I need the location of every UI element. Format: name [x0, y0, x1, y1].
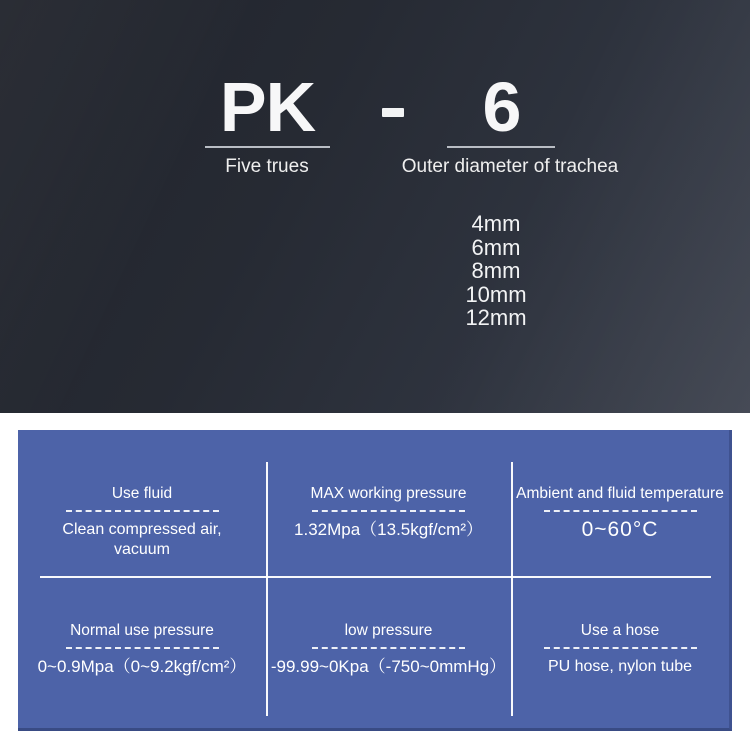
- spec-cell-hose: [511, 577, 729, 728]
- spec-value: 0~0.9Mpa（0~9.2kgf/cm²）: [37, 657, 247, 676]
- model-prefix: PK: [219, 68, 316, 146]
- spec-cell-use-fluid: [18, 430, 266, 577]
- spec-grid: [18, 430, 729, 728]
- spec-label: Use a hose: [580, 622, 660, 639]
- spec-label: MAX working pressure: [310, 485, 467, 502]
- spec-label: low pressure: [344, 622, 433, 639]
- spec-label: Normal use pressure: [70, 622, 214, 639]
- size-options-list: [420, 212, 572, 330]
- spec-value: 0~60°C: [581, 518, 659, 541]
- model-size-number: 6: [482, 68, 521, 146]
- size-caption: Outer diameter of trachea: [401, 156, 619, 177]
- size-option: 12mm: [465, 305, 527, 330]
- spec-label: Use fluid: [111, 485, 173, 502]
- size-underline: [447, 146, 555, 148]
- prefix-caption: Five trues: [225, 156, 309, 177]
- spec-cell-max-pressure: [266, 430, 511, 577]
- size-option: 4mm: [471, 211, 521, 236]
- column-divider: [266, 462, 268, 716]
- dashed-divider: [544, 510, 697, 512]
- dashed-divider: [66, 647, 219, 649]
- spec-cell-low-pressure: [266, 577, 511, 728]
- spec-label: Ambient and fluid temperature: [516, 485, 724, 502]
- size-option: 6mm: [471, 234, 521, 260]
- dashed-divider: [312, 510, 465, 512]
- spec-value: Clean compressed air, vacuum: [62, 521, 222, 558]
- spec-value: PU hose, nylon tube: [547, 658, 693, 675]
- size-option: 8mm: [471, 258, 521, 283]
- column-divider: [511, 462, 513, 716]
- spec-cell-normal-pressure: [18, 577, 266, 728]
- spec-value: 1.32Mpa（13.5kgf/cm²）: [294, 520, 483, 539]
- spec-table: [18, 430, 732, 731]
- prefix-underline: [205, 146, 330, 148]
- dashed-divider: [66, 510, 219, 512]
- dashed-divider: [312, 647, 465, 649]
- row-divider: [40, 576, 711, 578]
- spec-value: -99.99~0Kpa（-750~0mmHg）: [270, 657, 507, 676]
- model-separator-dash: [382, 108, 404, 117]
- size-option: 10mm: [465, 281, 527, 307]
- dashed-divider: [544, 647, 697, 649]
- spec-cell-temperature: [511, 430, 729, 577]
